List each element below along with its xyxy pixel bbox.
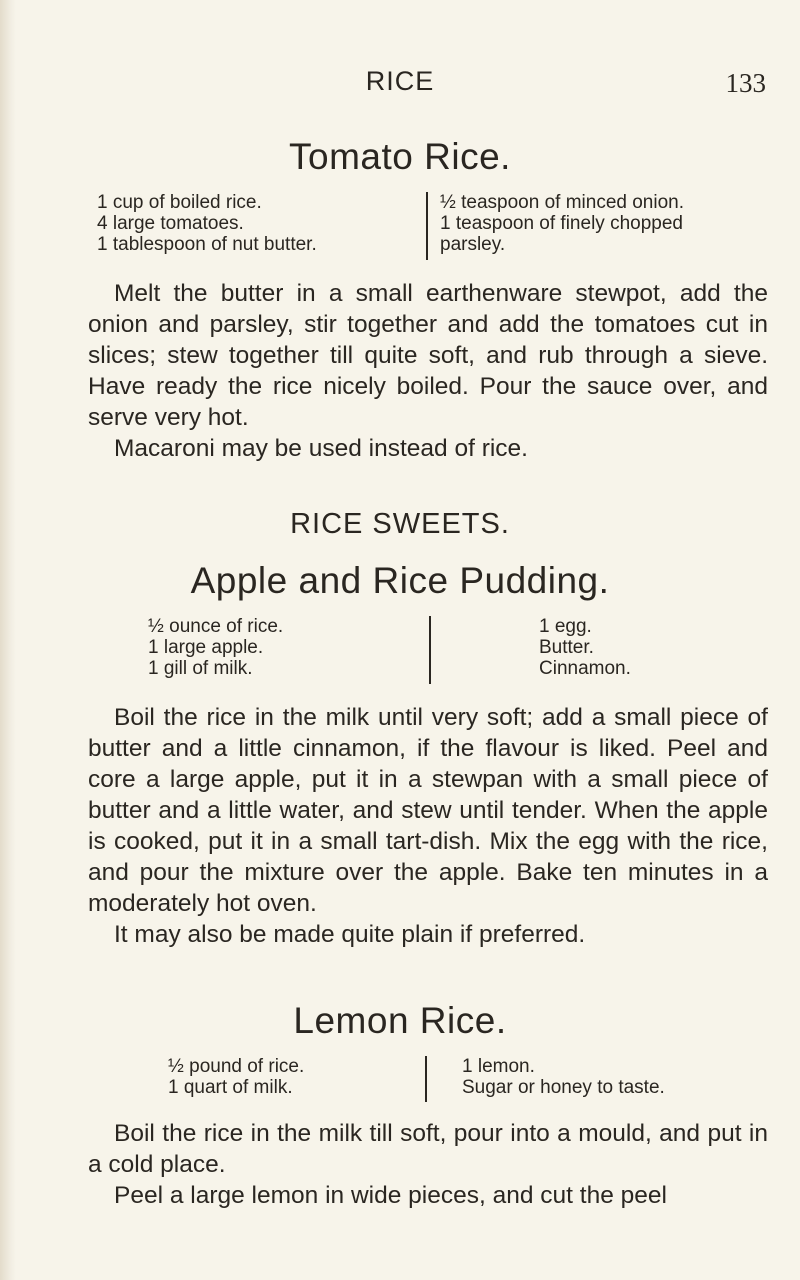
method-paragraph: Boil the rice in the milk until very soft; add a small piece of butter and a little cinnamon, if the flavour is liked. Peel and core a large apple, put it in a stewpan with a small piece of butter and a little water, and stew until tender. When the apple is cooked, put it in a small tart-dish. Mix the egg with the rice, and pour the mixture over the apple. Bake ten minutes in a moderately hot oven.: [88, 704, 768, 917]
ingredient-item: 1 lemon.: [462, 1056, 535, 1077]
ingredients-left-tomato-rice: [97, 192, 317, 255]
ingredient-item: parsley.: [440, 234, 506, 255]
recipe-title-lemon-rice: Lemon Rice.: [293, 1000, 507, 1041]
ingredient-item: ½ ounce of rice.: [148, 616, 284, 637]
ingredient-item: 1 tablespoon of nut butter.: [97, 234, 317, 255]
ingredient-item: 4 large tomatoes.: [97, 213, 244, 234]
ingredient-item: 1 egg.: [539, 616, 592, 637]
ingredient-item: 1 large apple.: [148, 637, 264, 658]
ingredients-left-lemon-rice: [168, 1056, 304, 1098]
ingredient-item: ½ pound of rice.: [168, 1056, 305, 1077]
ingredients-right-apple-pudding: [539, 616, 631, 679]
ingredient-item: ½ teaspoon of minced onion.: [440, 192, 685, 213]
ingredient-item: 1 teaspoon of finely chopped: [440, 213, 683, 234]
ingredient-divider: [425, 1056, 427, 1102]
recipe-title-tomato-rice: Tomato Rice.: [289, 136, 511, 177]
section-heading: RICE SWEETS.: [290, 508, 510, 540]
method-paragraph: Melt the butter in a small earthenware stewpot, add the onion and parsley, stir together and add the tomatoes cut in slices; stew together till quite soft, and rub through a sieve. Have ready the rice nicely boiled. Pour the sauce over, and serve very hot.: [88, 280, 768, 431]
ingredient-item: 1 cup of boiled rice.: [97, 192, 262, 213]
ingredients-right-lemon-rice: [462, 1056, 665, 1098]
page-header: [0, 66, 800, 106]
ingredient-item: Butter.: [539, 637, 594, 658]
method-tomato-rice: [88, 278, 768, 464]
ingredient-divider: [429, 616, 431, 684]
running-head: RICE: [365, 66, 435, 96]
method-lemon-rice: [88, 1118, 768, 1211]
method-paragraph: Macaroni may be used instead of rice.: [114, 435, 528, 462]
method-paragraph: Boil the rice in the milk till soft, pour into a mould, and put in a cold place.: [88, 1120, 768, 1178]
ingredient-item: Sugar or honey to taste.: [462, 1077, 665, 1098]
ingredients-right-tomato-rice: [440, 192, 684, 255]
ingredient-item: 1 quart of milk.: [168, 1077, 293, 1098]
method-apple-pudding: [88, 702, 768, 950]
recipe-title-apple-rice-pudding: Apple and Rice Pudding.: [190, 560, 610, 601]
method-paragraph: Peel a large lemon in wide pieces, and cut the peel: [114, 1182, 667, 1209]
ingredient-item: Cinnamon.: [539, 658, 631, 679]
page-gutter-shadow: [0, 0, 16, 1280]
method-paragraph: It may also be made quite plain if preferred.: [114, 921, 586, 948]
ingredient-item: 1 gill of milk.: [148, 658, 253, 679]
page-number: 133: [725, 68, 766, 98]
ingredient-divider: [426, 192, 428, 260]
ingredients-left-apple-pudding: [148, 616, 283, 679]
